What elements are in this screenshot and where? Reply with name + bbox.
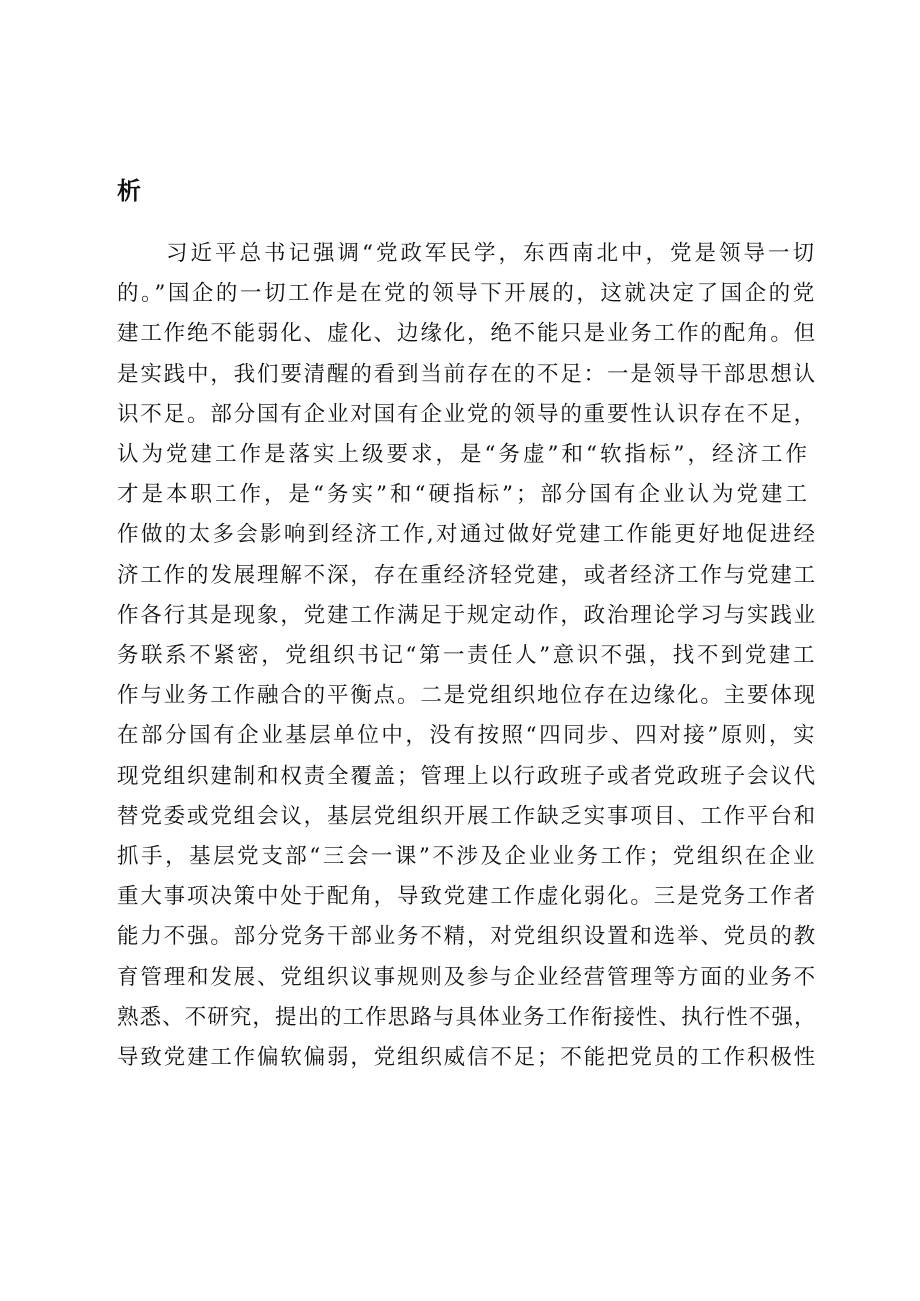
text-line: 现党组织建制和权责全覆盖；管理上以行政班子或者党政班子会议代 <box>117 763 818 789</box>
text-line: 替党委或党组会议，基层党组织开展工作缺乏实事项目、工作平台和 <box>117 803 818 829</box>
section-heading: 析 <box>117 177 141 205</box>
text-line: 务联系不紧密，党组织书记“第一责任人”意识不强，找不到党建工 <box>117 643 817 668</box>
text-line: 作各行其是现象，党建工作满足于规定动作，政治理论学习与实践业 <box>117 602 818 628</box>
text-line: 是实践中，我们要清醒的看到当前存在的不足：一是领导干部思想认 <box>117 361 818 387</box>
text-line: 抓手，基层党支部“三会一课”不涉及企业业务工作；党组织在企业 <box>117 844 817 869</box>
text-line: 能力不强。部分党务干部业务不精，对党组织设置和选举、党员的教 <box>117 924 818 950</box>
text-line: 熟悉、不研究，提出的工作思路与具体业务工作衔接性、执行性不强， <box>117 1004 817 1030</box>
text-line: 的。”国企的一切工作是在党的领导下开展的，这就决定了国企的党 <box>117 281 817 307</box>
text-line: 才是本职工作，是“务实”和“硬指标”；部分国有企业认为党建工 <box>117 482 810 508</box>
text-line: 认为党建工作是落实上级要求，是“务虚”和“软指标”，经济工作 <box>117 442 810 467</box>
text-line: 作做的太多会影响到经济工作,对通过做好党建工作能更好地促进经 <box>117 522 818 548</box>
text-line: 济工作的发展理解不深，存在重经济轻党建，或者经济工作与党建工 <box>117 562 818 588</box>
text-line: 重大事项决策中处于配角，导致党建工作虚化弱化。三是党务工作者 <box>117 884 818 910</box>
text-line: 作与业务工作融合的平衡点。二是党组织地位存在边缘化。主要体现 <box>117 683 818 709</box>
text-line: 识不足。部分国有企业对国有企业党的领导的重要性认识存在不足， <box>117 401 818 427</box>
text-line: 建工作绝不能弱化、虚化、边缘化，绝不能只是业务工作的配角。但 <box>117 321 818 347</box>
text-line: 习近平总书记强调“党政军民学，东西南北中，党是领导一切 <box>117 241 817 266</box>
text-line: 在部分国有企业基层单位中，没有按照“四同步、四对接”原则，实 <box>117 723 817 749</box>
text-line: 导致党建工作偏软偏弱，党组织威信不足；不能把党员的工作积极性 <box>117 1045 818 1070</box>
text-line: 育管理和发展、党组织议事规则及参与企业经营管理等方面的业务不 <box>117 964 818 990</box>
